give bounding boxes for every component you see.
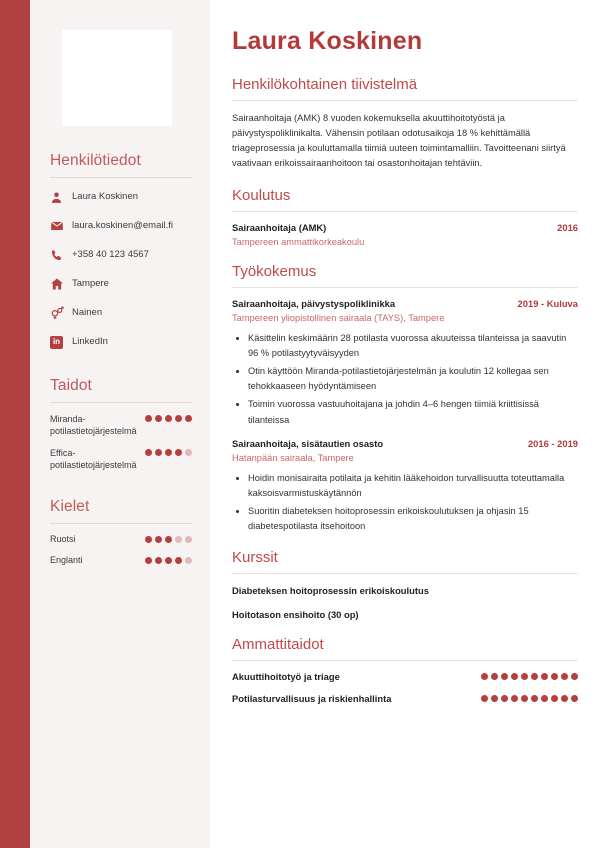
rating-dot <box>511 695 518 702</box>
rating-dot <box>165 415 172 422</box>
sidebar-heading-languages: Kielet <box>50 497 90 515</box>
language-row <box>50 555 192 565</box>
bullet-item: • Toimin vuorossa vastuuhoitajana ja johdin 4–6 hengen tiimiä kriittisissä tilanteissa <box>248 397 578 427</box>
rating-dot <box>561 695 568 702</box>
section-courses <box>232 549 578 621</box>
skill-rating <box>145 413 192 422</box>
skills-list <box>46 413 194 472</box>
proskill-row <box>232 671 578 682</box>
proskill-label: Potilasturvallisuus ja riskienhallinta <box>232 693 392 705</box>
rating-dot <box>521 695 528 702</box>
section-summary <box>232 76 578 171</box>
entry-header <box>232 222 578 234</box>
course-item: Diabeteksen hoitoprosessin erikoiskoulutus <box>232 585 429 597</box>
experience-list <box>232 298 578 534</box>
entry <box>232 298 578 428</box>
entry-header <box>232 438 578 450</box>
rating-dot <box>491 695 498 702</box>
section-experience <box>232 263 578 534</box>
phone-icon <box>50 249 72 262</box>
bullet-item: • Suoritin diabeteksen hoitoprosessin erikoiskoulutuksen ja ohjasin 15 diabetespotilasta itsehoitoon <box>248 504 578 534</box>
rating-dot <box>521 673 528 680</box>
section-heading-education: Koulutus <box>232 186 291 204</box>
skill-row <box>50 447 192 471</box>
rating-dot <box>175 557 182 564</box>
rating-dot <box>541 695 548 702</box>
entry-subtitle: Hatanpään sairaala, Tampere <box>232 452 354 463</box>
rating-dot <box>531 695 538 702</box>
language-rating <box>145 534 192 543</box>
section-heading-courses: Kurssit <box>232 549 278 567</box>
rating-dot <box>155 536 162 543</box>
contact-row[interactable] <box>50 275 194 293</box>
rating-dot <box>175 449 182 456</box>
education-list <box>232 222 578 248</box>
divider <box>50 402 192 403</box>
rating-dot <box>185 415 192 422</box>
proskill-rating <box>481 695 578 702</box>
rating-dot <box>165 536 172 543</box>
rating-dot <box>511 673 518 680</box>
courses-list <box>232 584 578 621</box>
rating-dot <box>185 536 192 543</box>
divider <box>50 523 192 524</box>
proskill-row <box>232 693 578 704</box>
divider <box>50 177 192 178</box>
proskill-label: Akuuttihoitotyö ja triage <box>232 671 340 683</box>
section-heading-experience: Työkokemus <box>232 262 317 280</box>
rating-dot <box>155 449 162 456</box>
rating-dot <box>481 695 488 702</box>
language-label: Ruotsi <box>50 533 76 544</box>
sidebar-heading-skills: Taidot <box>50 377 92 394</box>
entry-title: Sairaanhoitaja (AMK) <box>232 221 327 233</box>
skill-label: Miranda-potilastietojärjestelmä <box>50 414 137 437</box>
contact-text: laura.koskinen@email.fi <box>72 220 173 232</box>
bullet-item: • Käsittelin keskimäärin 28 potilasta vuorossa akuuteissa tilanteissa ja saavutin 96 % potilastyytyväisyyden <box>248 331 578 361</box>
gender-icon <box>50 306 72 320</box>
entry <box>232 438 578 534</box>
divider <box>232 573 578 574</box>
bullet-item: • Otin käyttöön Miranda-potilastietojärjestelmän ja koulutin 12 kollegaa sen tehokkaaseen hyödyntämiseen <box>248 364 578 394</box>
contact-text: Tampere <box>72 278 109 290</box>
contact-text: Nainen <box>72 307 103 319</box>
rating-dot <box>571 695 578 702</box>
bullet-item: • Hoidin monisairaita potilaita ja kehitin lääkehoidon turvallisuutta toteuttamalla kaksoisvarmistuskäytännön <box>248 471 578 501</box>
rating-dot <box>531 673 538 680</box>
skill-row <box>50 413 192 437</box>
section-education <box>232 187 578 248</box>
person-icon <box>50 191 72 204</box>
divider <box>232 100 578 101</box>
entry-date: 2019 - Kuluva <box>517 297 578 309</box>
sidebar <box>30 0 210 848</box>
rating-dot <box>571 673 578 680</box>
rating-dot <box>165 557 172 564</box>
entry-subtitle: Tampereen yliopistollinen sairaala (TAYS), Tampere <box>232 313 445 324</box>
profile-photo-placeholder <box>62 30 172 126</box>
entry-bullets <box>232 471 578 534</box>
rating-dot <box>145 415 152 422</box>
rating-dot <box>175 536 182 543</box>
section-heading-proskills: Ammattitaidot <box>232 636 324 654</box>
page-title: Laura Koskinen <box>232 27 423 55</box>
rating-dot <box>185 449 192 456</box>
contact-row[interactable] <box>50 246 194 264</box>
contact-text: +358 40 123 4567 <box>72 249 149 261</box>
rating-dot <box>175 415 182 422</box>
language-row <box>50 534 192 544</box>
entry-title: Sairaanhoitaja, sisätautien osasto <box>232 437 384 449</box>
rating-dot <box>185 557 192 564</box>
entry-date: 2016 <box>557 221 578 233</box>
skill-rating <box>145 447 192 456</box>
languages-list <box>46 534 194 565</box>
contact-list <box>46 188 194 351</box>
summary-text: Sairaanhoitaja (AMK) 8 vuoden kokemuksella akuuttihoitotyöstä ja päivystyspoliklinikalta. Vähensin potilaan odotusaikoja 18 % kehittämällä triageprosessia ja kouluttamalla tiimiä uuteen toimintamalliin. Tavoitteenani siirtyä vaativaan erikoissairaanhoitoon tai osastonhoitajan tehtäviin. <box>232 112 566 168</box>
rating-dot <box>155 557 162 564</box>
rating-dot <box>145 536 152 543</box>
rating-dot <box>501 695 508 702</box>
entry-title: Sairaanhoitaja, päivystyspoliklinikka <box>232 297 396 309</box>
contact-row[interactable] <box>50 304 194 322</box>
contact-text: LinkedIn <box>72 336 108 348</box>
course-item: Hoitotason ensihoito (30 op) <box>232 608 359 620</box>
linkedin-icon: in <box>50 336 72 349</box>
rating-dot <box>165 449 172 456</box>
main-content <box>210 0 600 848</box>
proskills-list <box>232 671 578 704</box>
skill-label: Effica-potilastietojärjestelmä <box>50 448 137 471</box>
entry-bullets <box>232 331 578 427</box>
home-icon <box>50 277 72 291</box>
divider <box>232 211 578 212</box>
rating-dot <box>551 673 558 680</box>
sidebar-heading-personal: Henkilötiedot <box>50 152 141 169</box>
section-proskills <box>232 636 578 704</box>
contact-row[interactable] <box>50 217 194 235</box>
language-rating <box>145 555 192 564</box>
proskill-rating <box>481 673 578 680</box>
rating-dot <box>561 673 568 680</box>
rating-dot <box>501 673 508 680</box>
section-heading-summary: Henkilökohtainen tiivistelmä <box>232 75 418 93</box>
language-label: Englanti <box>50 554 83 565</box>
contact-text: Laura Koskinen <box>72 191 139 203</box>
left-accent-stripe <box>0 0 30 848</box>
rating-dot <box>541 673 548 680</box>
contact-row[interactable] <box>50 188 194 206</box>
entry-header <box>232 298 578 310</box>
rating-dot <box>145 557 152 564</box>
envelope-icon <box>50 219 72 233</box>
divider <box>232 287 578 288</box>
rating-dot <box>551 695 558 702</box>
rating-dot <box>491 673 498 680</box>
entry-date: 2016 - 2019 <box>527 437 578 449</box>
rating-dot <box>155 415 162 422</box>
entry <box>232 222 578 248</box>
divider <box>232 660 578 661</box>
rating-dot <box>145 449 152 456</box>
entry-subtitle: Tampereen ammattikorkeakoulu <box>232 236 365 247</box>
rating-dot <box>481 673 488 680</box>
contact-row[interactable] <box>50 333 194 351</box>
